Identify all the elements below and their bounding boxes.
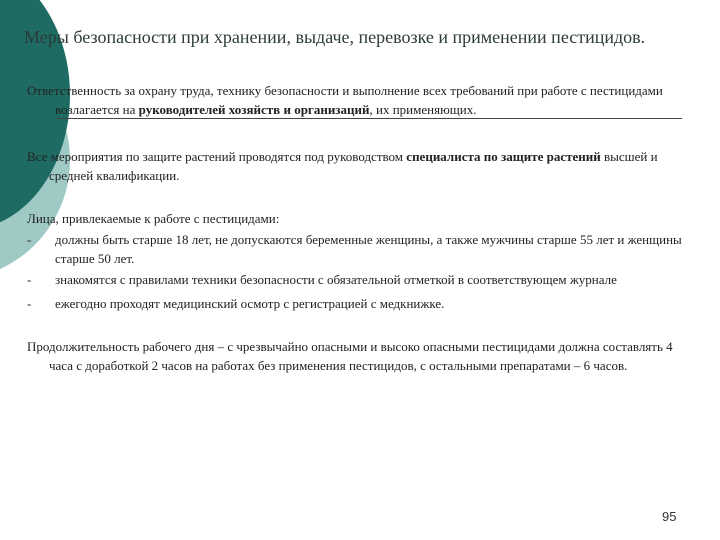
persons-heading: Лица, привлекаемые к работе с пестицидами: (27, 211, 280, 226)
list-bullet: - (27, 272, 32, 287)
paragraph-workday: Продолжительность рабочего дня – с чрезвычайно опасными и высоко опасными пестицидами должна составлять 4 часа с доработкой 2 часов на работах без применения пестицидов, с остальными препаратами – 6 часов. (27, 339, 673, 373)
slide-title: Меры безопасности при хранении, выдаче, перевозке и применении пестицидов. (24, 27, 646, 47)
list-bullet: - (27, 232, 32, 247)
list-item-text: должны быть старше 18 лет, не допускаются беременные женщины, а также мужчины старше 55 лет и женщины старше 50 лет. (55, 232, 682, 266)
paragraph-supervision (27, 147, 695, 185)
persons-list (27, 230, 695, 313)
responsibility-text: Ответственность за охрану труда, технику безопасности и выполнение всех требований при работе с пестицидами возлагается на (27, 83, 663, 117)
paragraph-responsibility (27, 81, 695, 119)
list-item (27, 230, 695, 268)
responsibility-suffix: , их применяющих. (369, 102, 477, 117)
page-number: 95 (662, 509, 677, 524)
slide-content (27, 81, 695, 375)
supervision-text: Все мероприятия по защите растений проводятся под руководством (27, 149, 407, 164)
list-item (27, 270, 695, 289)
list-item-text: ежегодно проходят медицинский осмотр с регистрацией с медкнижке. (55, 296, 445, 311)
underline-rule (55, 118, 682, 119)
supervision-suffix: высшей и средней квалификации. (49, 149, 658, 183)
list-item-text: знакомятся с правилами техники безопасности с обязательной отметкой в соответствующем журнале (55, 272, 617, 287)
responsibility-emphasis: руководителей хозяйств и организаций (138, 102, 370, 117)
list-bullet: - (27, 296, 32, 311)
supervision-emphasis: специалиста по защите растений (406, 149, 601, 164)
list-item (27, 294, 695, 313)
